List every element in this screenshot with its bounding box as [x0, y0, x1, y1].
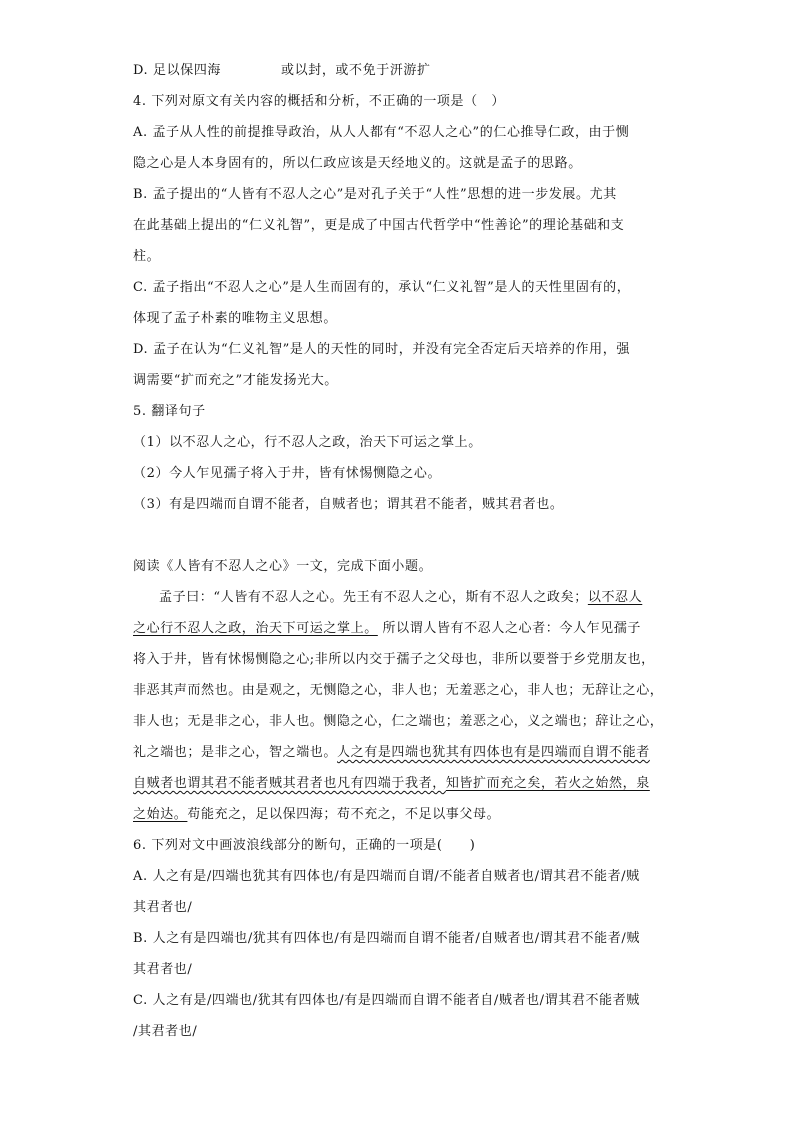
passage-text: 孟子曰：“人皆有不忍人之心。先王有不忍人之心，斯有不忍人之政矣； — [159, 590, 588, 605]
q4-stem: 4. 下列对原文有关内容的概括和分析，不正确的一项是（ ） — [133, 94, 505, 109]
q6-stem: 6. 下列对文中画波浪线部分的断句，正确的一项是( ) — [133, 838, 476, 853]
q6-option-b-line1: B. 人之有是四端也/犹其有四体也/有是四端而自谓不能者/自贼者也/谓其君不能者/贼 — [133, 931, 640, 946]
section-spacer — [133, 527, 663, 558]
q3-option-d — [133, 62, 663, 93]
q6-option-a-line2: 其君者也/ — [133, 900, 193, 915]
q4-option-a-line1: A. 孟子从人性的前提推导政治，从人人都有“不忍人之心”的仁心推导仁政，由于恻 — [133, 125, 630, 140]
q4-option-b-line2: 在此基础上提出的“仁义礼智”，更是成了中国古代哲学中“性善论”的理论基础和支 — [133, 218, 625, 233]
q4-option-b-line3: 柱。 — [133, 249, 161, 264]
underlined-sentence: 以不忍人 — [587, 590, 643, 605]
wavy-underlined-sentence: 自贼者也谓其君不能者贼其君者也凡有四端于我者， — [133, 776, 446, 791]
wavy-underlined-sentence: 人之有是四端也犹其有四体也有是四端而自谓不能者 — [337, 745, 650, 760]
passage-line-5: 非人也；无是非之心，非人也。恻隐之心，仁之端也；羞恶之心，义之端也；辞让之心， — [133, 714, 664, 729]
passage-line-4: 非恶其声而然也。由是观之，无恻隐之心，非人也；无羞恶之心，非人也；无辞让之心， — [133, 683, 664, 698]
q6-option-b-line2: 其君者也/ — [133, 962, 193, 977]
underlined-sentence: 之心行不忍人之政，治天下可运之掌上。 — [133, 621, 378, 636]
q4-option-b-line1: B. 孟子提出的“人皆有不忍人之心”是对孔子关于“人性”思想的进一步发展。尤其 — [133, 187, 617, 202]
q5-stem: 5. 翻译句子 — [133, 404, 206, 419]
underlined-sentence: 之始达。 — [133, 807, 188, 822]
reading-intro: 阅读《人皆有不忍人之心》一文，完成下面小题。 — [133, 559, 433, 574]
passage-line-1 — [133, 589, 663, 620]
q6-option-c-line1: C. 人之有是/四端也/犹其有四体也/有是四端而自谓不能者自/贼者也/谓其君不能者贼 — [133, 993, 640, 1008]
passage-line-7 — [133, 775, 663, 806]
q4-option-d-line2: 调需要“扩而充之”才能发扬光大。 — [133, 373, 338, 388]
q5-sentence-1: （1）以不忍人之心，行不忍人之政，治天下可运之掌上。 — [133, 435, 482, 450]
q4-option-a-line2: 隐之心是人本身固有的，所以仁政应该是天经地义的。这就是孟子的思路。 — [133, 156, 582, 171]
passage-line-3: 将入于井，皆有怵惕恻隐之心;非所以内交于孺子之父母也，非所以要誉于乡党朋友也， — [133, 652, 655, 667]
q5-sentence-3: （3）有是四端而自谓不能者，自贼者也；谓其君不能者，贼其君者也。 — [133, 497, 564, 512]
q6-option-c-line2: /其君者也/ — [133, 1024, 198, 1039]
passage-line-8 — [133, 806, 663, 837]
passage-text: 苟能充之，足以保四海；苟不充之，不足以事父母。 — [187, 807, 501, 822]
passage-text: 所以谓人皆有不忍人之心者：今人乍见孺子 — [377, 621, 641, 636]
q4-option-d-line1: D. 孟子在认为“仁义礼智”是人的天性的同时，并没有完全否定后天培养的作用，强 — [133, 342, 630, 357]
q4-option-c-line1: C. 孟子指出“不忍人之心”是人生而固有的，承认“仁义礼智”是人的天性里固有的， — [133, 280, 631, 295]
document-page — [133, 62, 663, 1054]
passage-line-6 — [133, 744, 663, 775]
q4-option-c-line2: 体现了孟子朴素的唯物主义思想。 — [133, 311, 338, 326]
q3-option-d-label: D. 足以保四海 — [133, 63, 222, 78]
q5-sentence-2: （2）今人乍见孺子将入于井，皆有怵惕恻隐之心。 — [133, 466, 442, 481]
underlined-sentence: 知皆扩而充之矣，若火之始然，泉 — [445, 776, 650, 791]
q6-option-a-line1: A. 人之有是/四端也犹其有四体也/有是四端而自谓/不能者自贼者也/谓其君不能者/贼 — [133, 869, 640, 884]
passage-text: 礼之端也；是非之心，智之端也。 — [133, 745, 338, 760]
q3-option-d-text: 或以封，或不免于汧游扩 — [281, 63, 431, 78]
passage-line-2 — [133, 620, 663, 651]
